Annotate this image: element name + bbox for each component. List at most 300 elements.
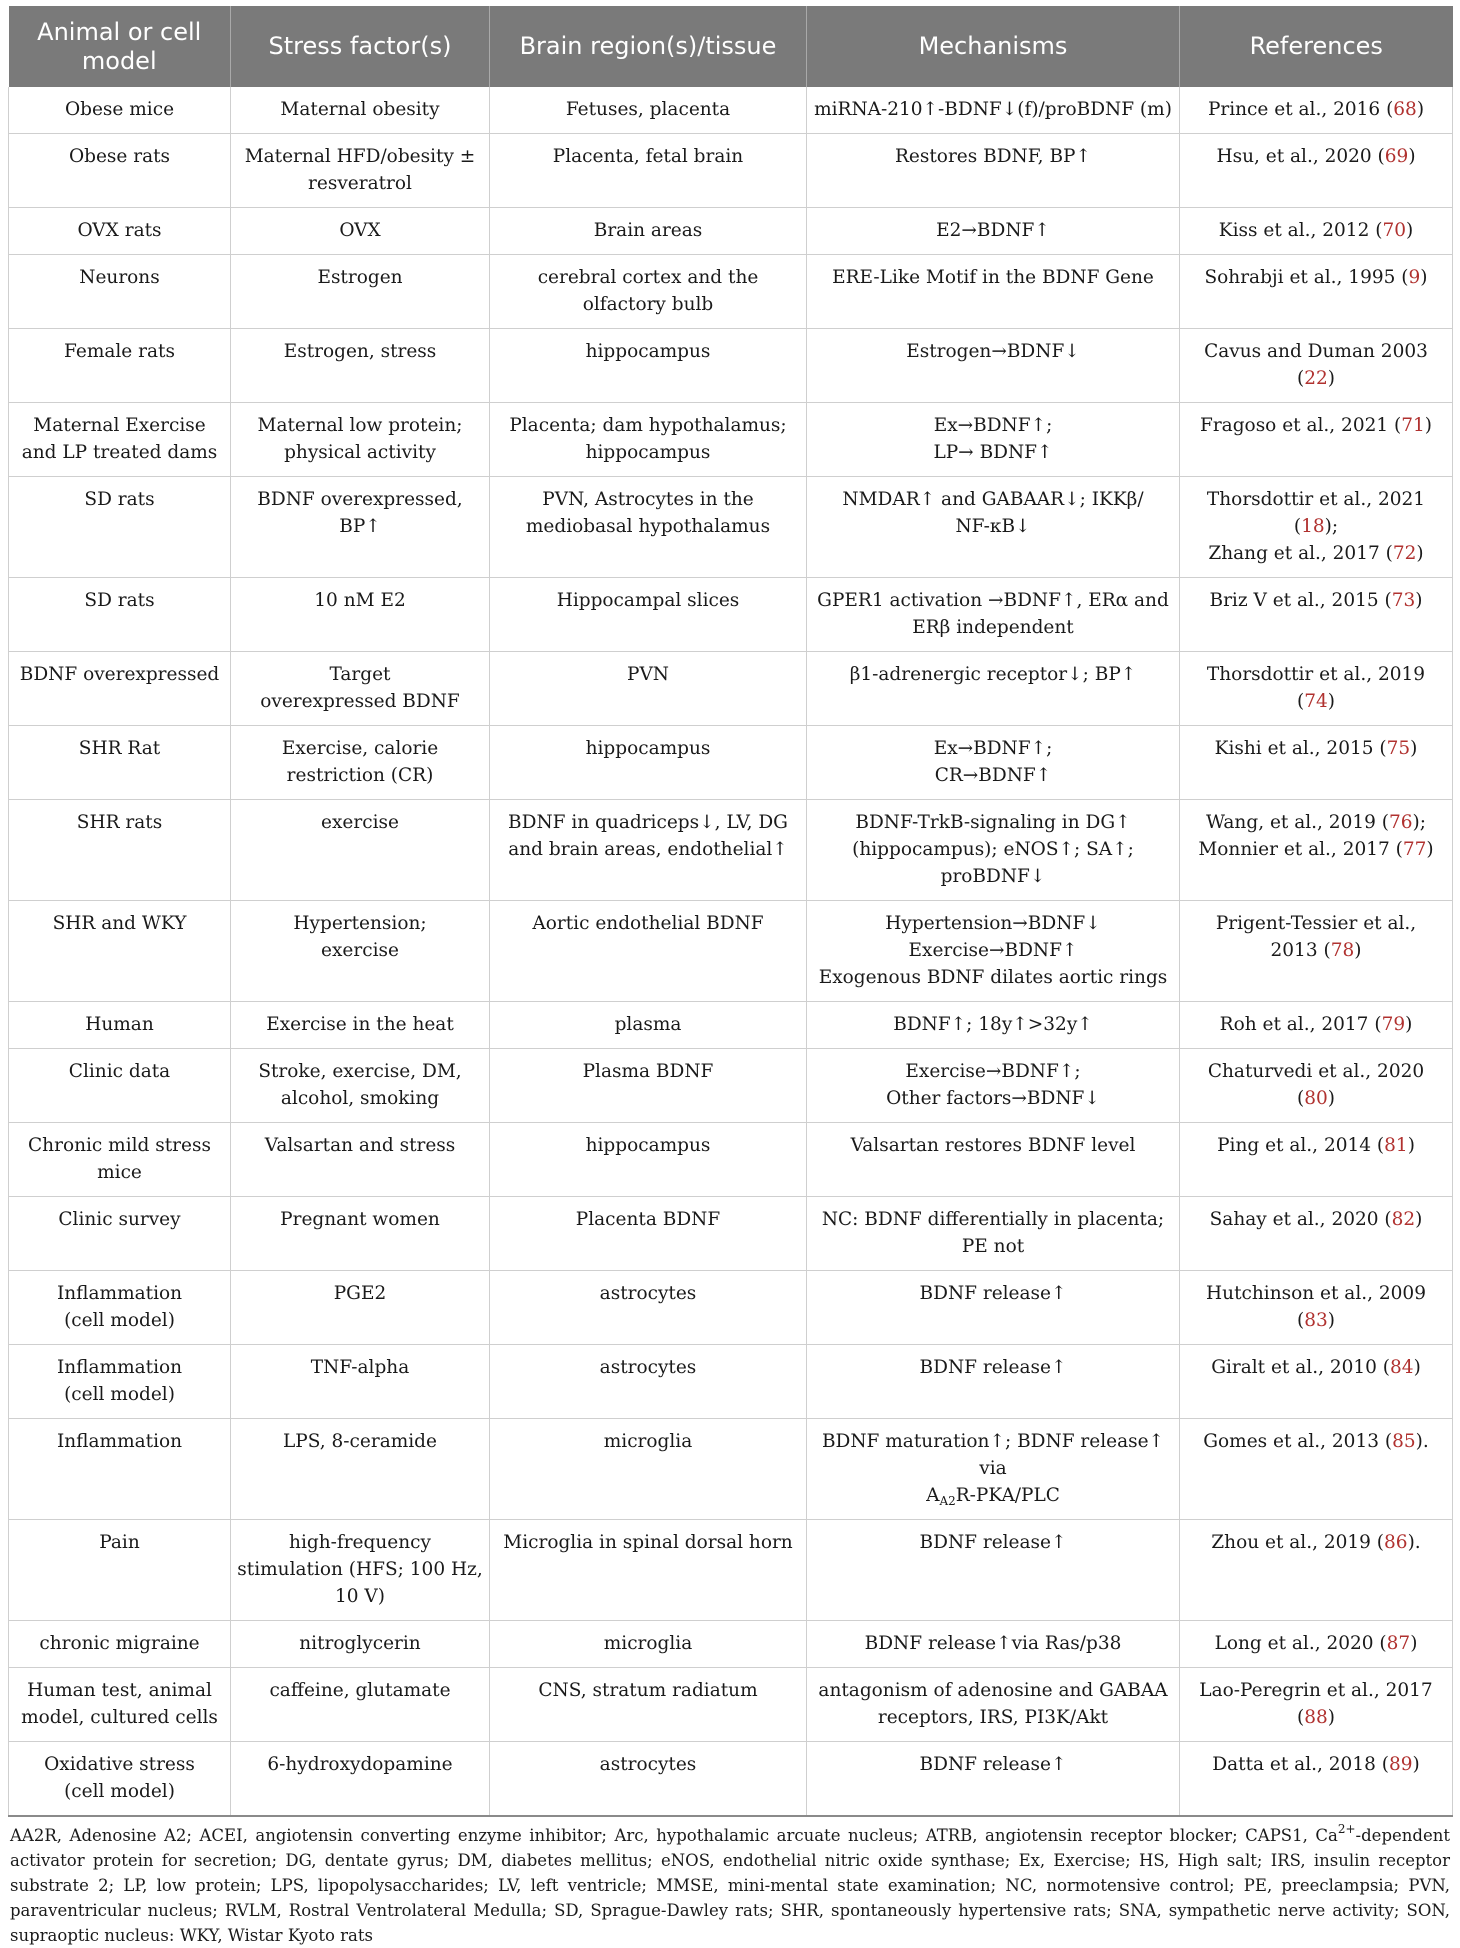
cell-animal-model-text: Obese mice bbox=[64, 99, 175, 120]
reference-text: Cavus and Duman 2003 ( bbox=[1204, 341, 1428, 389]
footnote-text-before: AA2R, Adenosine A2; ACEI, angiotensin converting enzyme inhibitor; Arc, hypothalamic arcuate nucleus; ATRB, angiotensin receptor blocker; CAPS1, Ca bbox=[10, 1826, 1338, 1845]
cell-animal-model-text: SD rats bbox=[84, 590, 155, 611]
table-row bbox=[9, 1419, 1453, 1520]
reference-text: Hsu, et al., 2020 ( bbox=[1216, 146, 1385, 167]
table-row bbox=[9, 1123, 1453, 1197]
reference-text: Wang, et al., 2019 ( bbox=[1206, 812, 1389, 833]
cell-mechanisms-text: E2→BDNF↑ bbox=[936, 220, 1050, 241]
cell-brain-region-text: PVN, Astrocytes in the mediobasal hypothalamus bbox=[525, 489, 771, 537]
cell-mechanisms bbox=[807, 1002, 1180, 1049]
header-row bbox=[9, 6, 1453, 87]
reference-link[interactable]: 88 bbox=[1304, 1707, 1328, 1728]
mechanism-receptor-subscript: A2 bbox=[939, 1494, 956, 1508]
cell-stress-factors bbox=[231, 208, 490, 255]
cell-stress-factors bbox=[231, 1419, 490, 1520]
cell-stress-factors-text: exercise bbox=[321, 812, 399, 833]
cell-mechanisms bbox=[807, 255, 1180, 329]
cell-animal-model bbox=[9, 477, 231, 578]
cell-brain-region-text: microglia bbox=[603, 1431, 693, 1452]
cell-brain-region bbox=[490, 1520, 807, 1621]
cell-mechanisms-text: Exercise→BDNF↑ bbox=[908, 940, 1078, 961]
reference-tail: ). bbox=[1407, 1532, 1421, 1553]
cell-references bbox=[1180, 1002, 1453, 1049]
cell-brain-region bbox=[490, 901, 807, 1002]
cell-animal-model bbox=[9, 134, 231, 208]
cell-brain-region bbox=[490, 726, 807, 800]
cell-brain-region-text: Placenta; dam hypothalamus; hippocampus bbox=[509, 415, 787, 463]
cell-mechanisms-text: BDNF-TrkB-signaling in DG↑ bbox=[855, 812, 1131, 833]
table-row bbox=[9, 329, 1453, 403]
cell-mechanisms bbox=[807, 1049, 1180, 1123]
cell-mechanisms-text: Ex→BDNF↑; bbox=[933, 415, 1053, 436]
cell-brain-region bbox=[490, 208, 807, 255]
cell-animal-model bbox=[9, 1742, 231, 1817]
cell-animal-model-text: Obese rats bbox=[68, 146, 171, 167]
cell-references bbox=[1180, 87, 1453, 134]
reference-text: Gomes et al., 2013 ( bbox=[1203, 1431, 1393, 1452]
table-row bbox=[9, 134, 1453, 208]
reference-text: Thorsdottir et al., 2019 ( bbox=[1206, 664, 1426, 712]
reference-tail: ). bbox=[1415, 1431, 1429, 1452]
cell-stress-factors-text: PGE2 bbox=[333, 1283, 387, 1304]
table-body bbox=[9, 87, 1453, 1816]
reference-link[interactable]: 81 bbox=[1384, 1135, 1408, 1156]
cell-brain-region-text: BDNF in quadriceps↓, LV, DG and brain areas, endothelial↑ bbox=[508, 812, 788, 860]
cell-stress-factors bbox=[231, 652, 490, 726]
cell-references bbox=[1180, 477, 1453, 578]
cell-mechanisms bbox=[807, 1668, 1180, 1742]
reference-tail: ) bbox=[1420, 267, 1428, 288]
cell-brain-region bbox=[490, 87, 807, 134]
cell-references bbox=[1180, 208, 1453, 255]
cell-animal-model bbox=[9, 1197, 231, 1271]
cell-mechanisms-text: Ex→BDNF↑; bbox=[933, 738, 1053, 759]
cell-brain-region bbox=[490, 403, 807, 477]
cell-mechanisms-text: CR→BDNF↑ bbox=[934, 765, 1052, 786]
cell-animal-model-text: Maternal Exercise and LP treated dams bbox=[21, 415, 218, 463]
cell-animal-model bbox=[9, 208, 231, 255]
cell-brain-region-text: CNS, stratum radiatum bbox=[538, 1680, 758, 1701]
cell-stress-factors-text: Exercise in the heat bbox=[266, 1014, 454, 1035]
cell-animal-model-text: BDNF overexpressed bbox=[19, 664, 220, 685]
cell-brain-region bbox=[490, 477, 807, 578]
cell-mechanisms-text: NMDAR↑ and GABAAR↓; IKKβ/ bbox=[842, 489, 1144, 510]
cell-mechanisms-text: BDNF release↑via Ras/p38 bbox=[864, 1633, 1122, 1654]
abbreviations-footnote bbox=[8, 1823, 1452, 1948]
cell-brain-region bbox=[490, 1419, 807, 1520]
cell-animal-model bbox=[9, 1123, 231, 1197]
reference-link[interactable]: 70 bbox=[1382, 220, 1406, 241]
cell-mechanisms-text: Valsartan restores BDNF level bbox=[850, 1135, 1136, 1156]
cell-animal-model-text: Inflammation bbox=[56, 1357, 183, 1378]
reference-tail: ) bbox=[1327, 1310, 1335, 1331]
cell-animal-model-text: (cell model) bbox=[64, 1310, 175, 1331]
reference-link[interactable]: 75 bbox=[1386, 738, 1411, 759]
cell-animal-model bbox=[9, 1419, 231, 1520]
reference-link[interactable]: 78 bbox=[1330, 940, 1355, 961]
cell-mechanisms bbox=[807, 652, 1180, 726]
cell-references bbox=[1180, 255, 1453, 329]
cell-brain-region-text: hippocampus bbox=[585, 341, 711, 362]
cell-references bbox=[1180, 726, 1453, 800]
cell-stress-factors bbox=[231, 1621, 490, 1668]
cell-stress-factors-text: Maternal low protein; physical activity bbox=[257, 415, 463, 463]
cell-animal-model bbox=[9, 329, 231, 403]
cell-brain-region-text: Placenta, fetal brain bbox=[552, 146, 744, 167]
cell-mechanisms bbox=[807, 800, 1180, 901]
reference-text: Zhou et al., 2019 ( bbox=[1211, 1532, 1385, 1553]
table-row bbox=[9, 901, 1453, 1002]
cell-mechanisms-text: NF-κB↓ bbox=[955, 516, 1031, 537]
cell-brain-region bbox=[490, 578, 807, 652]
cell-brain-region-text: PVN bbox=[627, 664, 669, 685]
cell-mechanisms-text: BDNF release↑ bbox=[919, 1357, 1067, 1378]
reference-link[interactable]: 85 bbox=[1392, 1431, 1416, 1452]
cell-animal-model bbox=[9, 1345, 231, 1419]
cell-brain-region-text: Brain areas bbox=[593, 220, 703, 241]
reference-tail: ) bbox=[1327, 691, 1335, 712]
cell-animal-model-text: Inflammation bbox=[56, 1431, 183, 1452]
cell-brain-region bbox=[490, 1742, 807, 1817]
cell-brain-region bbox=[490, 1002, 807, 1049]
reference-link[interactable]: 76 bbox=[1389, 812, 1413, 833]
bdnf-studies-table bbox=[8, 6, 1453, 1817]
reference-link[interactable]: 84 bbox=[1390, 1357, 1414, 1378]
cell-animal-model-text: SD rats bbox=[84, 489, 155, 510]
cell-stress-factors bbox=[231, 1002, 490, 1049]
reference-text: Kiss et al., 2012 ( bbox=[1218, 220, 1383, 241]
cell-stress-factors bbox=[231, 134, 490, 208]
cell-brain-region-text: Aortic endothelial BDNF bbox=[532, 913, 764, 934]
cell-mechanisms-text: Restores BDNF, BP↑ bbox=[895, 146, 1091, 167]
cell-stress-factors-text: Estrogen, stress bbox=[283, 341, 437, 362]
cell-stress-factors bbox=[231, 255, 490, 329]
cell-references bbox=[1180, 329, 1453, 403]
reference-link[interactable]: 18 bbox=[1301, 516, 1325, 537]
cell-references bbox=[1180, 578, 1453, 652]
cell-references bbox=[1180, 1742, 1453, 1817]
reference-tail: ) bbox=[1426, 839, 1434, 860]
reference-tail: ) bbox=[1405, 1014, 1413, 1035]
cell-mechanisms-text: BDNF release↑ bbox=[919, 1532, 1067, 1553]
cell-stress-factors-text: Exercise, calorie bbox=[281, 738, 439, 759]
table-row bbox=[9, 800, 1453, 901]
cell-stress-factors-text: 10 nM E2 bbox=[314, 590, 406, 611]
cell-stress-factors bbox=[231, 1742, 490, 1817]
cell-stress-factors bbox=[231, 1345, 490, 1419]
cell-references bbox=[1180, 1419, 1453, 1520]
header-references: References bbox=[1180, 6, 1453, 87]
table-row bbox=[9, 87, 1453, 134]
cell-stress-factors bbox=[231, 329, 490, 403]
header-brain-region: Brain region(s)/tissue bbox=[490, 6, 807, 87]
reference-link[interactable]: 82 bbox=[1391, 1209, 1416, 1230]
cell-mechanisms-text: PE not bbox=[961, 1236, 1025, 1257]
table-row bbox=[9, 477, 1453, 578]
cell-brain-region bbox=[490, 1668, 807, 1742]
reference-tail: ) bbox=[1410, 1633, 1418, 1654]
cell-animal-model-text: Inflammation bbox=[56, 1283, 183, 1304]
cell-brain-region-text: microglia bbox=[603, 1633, 693, 1654]
cell-references bbox=[1180, 1123, 1453, 1197]
cell-mechanisms bbox=[807, 1123, 1180, 1197]
reference-text: Briz V et al., 2015 ( bbox=[1209, 590, 1392, 611]
reference-link[interactable]: 80 bbox=[1304, 1088, 1328, 1109]
cell-mechanisms bbox=[807, 329, 1180, 403]
cell-mechanisms bbox=[807, 1621, 1180, 1668]
reference-link[interactable]: 73 bbox=[1391, 590, 1416, 611]
cell-animal-model-text: Neurons bbox=[79, 267, 160, 288]
cell-mechanisms-text: BDNF release↑ bbox=[919, 1283, 1067, 1304]
table-row bbox=[9, 403, 1453, 477]
cell-stress-factors-text: restriction (CR) bbox=[286, 765, 434, 786]
reference-text: Giralt et al., 2010 ( bbox=[1211, 1357, 1391, 1378]
cell-animal-model-text: OVX rats bbox=[77, 220, 162, 241]
cell-stress-factors bbox=[231, 1271, 490, 1345]
reference-link[interactable]: 77 bbox=[1402, 839, 1427, 860]
cell-animal-model-text: SHR Rat bbox=[78, 738, 161, 759]
cell-brain-region-text: astrocytes bbox=[599, 1754, 697, 1775]
cell-animal-model bbox=[9, 901, 231, 1002]
cell-stress-factors bbox=[231, 1520, 490, 1621]
cell-stress-factors bbox=[231, 1197, 490, 1271]
cell-stress-factors bbox=[231, 901, 490, 1002]
cell-brain-region-text: astrocytes bbox=[599, 1283, 697, 1304]
reference-link[interactable]: 72 bbox=[1392, 543, 1417, 564]
cell-mechanisms bbox=[807, 578, 1180, 652]
reference-link[interactable]: 68 bbox=[1393, 99, 1417, 120]
cell-mechanisms-text: BDNF release↑ bbox=[919, 1754, 1067, 1775]
cell-references bbox=[1180, 901, 1453, 1002]
reference-text: Thorsdottir et al., 2021 ( bbox=[1206, 489, 1426, 537]
cell-animal-model bbox=[9, 1621, 231, 1668]
cell-stress-factors bbox=[231, 87, 490, 134]
cell-animal-model-text: Human test, animal model, cultured cells bbox=[21, 1680, 218, 1728]
cell-animal-model-text: SHR and WKY bbox=[52, 913, 187, 934]
cell-animal-model-text: Chronic mild stress mice bbox=[28, 1135, 211, 1183]
cell-animal-model bbox=[9, 1520, 231, 1621]
cell-stress-factors bbox=[231, 1668, 490, 1742]
reference-tail: ) bbox=[1416, 99, 1425, 120]
cell-references bbox=[1180, 1520, 1453, 1621]
mechanism-receptor-rest: R-PKA/PLC bbox=[955, 1485, 1060, 1506]
cell-mechanisms bbox=[807, 1197, 1180, 1271]
cell-references bbox=[1180, 1197, 1453, 1271]
cell-animal-model bbox=[9, 652, 231, 726]
reference-text: Zhang et al., 2017 ( bbox=[1208, 543, 1393, 564]
mechanism-receptor-base: A bbox=[926, 1485, 940, 1506]
cell-mechanisms-text: GPER1 activation →BDNF↑, ERα and ERβ independent bbox=[817, 590, 1169, 638]
table-row bbox=[9, 1345, 1453, 1419]
cell-brain-region-text: Hippocampal slices bbox=[556, 590, 740, 611]
cell-brain-region bbox=[490, 134, 807, 208]
cell-references bbox=[1180, 1271, 1453, 1345]
cell-animal-model-text: Oxidative stress bbox=[44, 1754, 195, 1775]
reference-tail: ) bbox=[1354, 940, 1362, 961]
reference-tail: ); bbox=[1324, 516, 1339, 537]
cell-stress-factors-text: BDNF overexpressed, BP↑ bbox=[257, 489, 463, 537]
reference-tail: ) bbox=[1327, 1707, 1335, 1728]
cell-mechanisms bbox=[807, 726, 1180, 800]
cell-stress-factors-text: TNF-alpha bbox=[310, 1357, 410, 1378]
reference-tail: ) bbox=[1327, 1088, 1335, 1109]
reference-link[interactable]: 22 bbox=[1304, 368, 1328, 389]
cell-animal-model bbox=[9, 726, 231, 800]
cell-mechanisms-text: (hippocampus); eNOS↑; SA↑; proBDNF↓ bbox=[852, 839, 1134, 887]
cell-mechanisms-text: miRNA-210↑-BDNF↓(f)/proBDNF (m) bbox=[814, 99, 1172, 120]
cell-stress-factors-text: Maternal obesity bbox=[280, 99, 440, 120]
table-row bbox=[9, 255, 1453, 329]
cell-mechanisms-text: LP→ BDNF↑ bbox=[933, 442, 1053, 463]
reference-text: Monnier et al., 2017 ( bbox=[1198, 839, 1403, 860]
cell-brain-region-text: cerebral cortex and the olfactory bulb bbox=[537, 267, 759, 315]
reference-tail: ) bbox=[1415, 590, 1423, 611]
cell-references bbox=[1180, 134, 1453, 208]
cell-mechanisms-text: Estrogen→BDNF↓ bbox=[906, 341, 1080, 362]
cell-brain-region-text: Microglia in spinal dorsal horn bbox=[503, 1532, 793, 1553]
cell-stress-factors-text: overexpressed BDNF bbox=[260, 691, 460, 712]
cell-stress-factors-text: Stroke, exercise, DM, alcohol, smoking bbox=[258, 1061, 462, 1109]
reference-tail: ) bbox=[1407, 1135, 1415, 1156]
reference-tail: ) bbox=[1408, 146, 1416, 167]
cell-animal-model bbox=[9, 800, 231, 901]
reference-tail: ) bbox=[1410, 738, 1418, 759]
cell-mechanisms-text: Exogenous BDNF dilates aortic rings bbox=[818, 967, 1168, 988]
cell-stress-factors-text: Hypertension; bbox=[293, 913, 427, 934]
cell-mechanisms bbox=[807, 208, 1180, 255]
reference-text: Kishi et al., 2015 ( bbox=[1214, 738, 1387, 759]
cell-brain-region bbox=[490, 255, 807, 329]
cell-brain-region bbox=[490, 1123, 807, 1197]
header-animal-model: Animal or cell model bbox=[9, 6, 231, 87]
reference-link[interactable]: 79 bbox=[1381, 1014, 1406, 1035]
cell-stress-factors-text: Pregnant women bbox=[280, 1209, 440, 1230]
cell-stress-factors bbox=[231, 403, 490, 477]
reference-text: Datta et al., 2018 ( bbox=[1212, 1754, 1389, 1775]
cell-stress-factors-text: OVX bbox=[339, 220, 381, 241]
reference-tail: ) bbox=[1424, 415, 1432, 436]
cell-brain-region-text: hippocampus bbox=[585, 738, 711, 759]
reference-text: Long et al., 2020 ( bbox=[1214, 1633, 1387, 1654]
cell-animal-model bbox=[9, 255, 231, 329]
cell-mechanisms-text: ERE-Like Motif in the BDNF Gene bbox=[832, 267, 1154, 288]
cell-animal-model bbox=[9, 1002, 231, 1049]
reference-link[interactable]: 9 bbox=[1408, 267, 1421, 288]
cell-animal-model-text: chronic migraine bbox=[39, 1633, 200, 1654]
reference-tail: ) bbox=[1327, 368, 1335, 389]
reference-link[interactable]: 87 bbox=[1386, 1633, 1411, 1654]
cell-references bbox=[1180, 652, 1453, 726]
table-row bbox=[9, 1520, 1453, 1621]
reference-text: Chaturvedi et al., 2020 ( bbox=[1207, 1061, 1425, 1109]
cell-stress-factors-text: exercise bbox=[321, 940, 399, 961]
table-row bbox=[9, 1049, 1453, 1123]
mechanism-line-1: BDNF maturation↑; BDNF release↑ via bbox=[821, 1431, 1165, 1479]
reference-tail: ) bbox=[1415, 1209, 1423, 1230]
cell-stress-factors-text: caffeine, glutamate bbox=[269, 1680, 451, 1701]
reference-link[interactable]: 71 bbox=[1401, 415, 1425, 436]
reference-link[interactable]: 86 bbox=[1384, 1532, 1408, 1553]
reference-text: 2013 ( bbox=[1270, 940, 1331, 961]
cell-animal-model-text: (cell model) bbox=[64, 1384, 175, 1405]
cell-stress-factors-text: high-frequency stimulation (HFS; 100 Hz, 10 V) bbox=[237, 1532, 483, 1607]
cell-stress-factors bbox=[231, 1049, 490, 1123]
cell-mechanisms bbox=[807, 901, 1180, 1002]
cell-mechanisms-text: β1-adrenergic receptor↓; BP↑ bbox=[849, 664, 1137, 685]
cell-animal-model bbox=[9, 1668, 231, 1742]
cell-mechanisms bbox=[807, 1345, 1180, 1419]
cell-brain-region bbox=[490, 1271, 807, 1345]
footnote-text-after: -dependent activator protein for secretion; DG, dentate gyrus; DM, diabetes mellitus; eNOS, endothelial nitric oxide synthase; Ex, Exercise; HS, High salt; IRS, insulin receptor substrate 2; LP, low protein; LPS, lipopolysaccharides; LV, left ventricle; MMSE, mini-mental state examination; NC, normotensive control; PE, preeclampsia; PVN, paraventricular nucleus; RVLM, Rostral Ventrolateral Medulla; SD, Sprague-Dawley rats; SHR, spontaneously hypertensive rats; SNA, sympathetic nerve activity; SON, supraoptic nucleus: WKY, Wistar Kyoto rats bbox=[10, 1826, 1450, 1945]
cell-stress-factors-text: nitroglycerin bbox=[299, 1633, 421, 1654]
cell-stress-factors-text: 6-hydroxydopamine bbox=[267, 1754, 453, 1775]
table-row bbox=[9, 726, 1453, 800]
cell-mechanisms bbox=[807, 134, 1180, 208]
cell-animal-model bbox=[9, 87, 231, 134]
cell-brain-region bbox=[490, 1197, 807, 1271]
cell-mechanisms-text: BDNF↑; 18y↑>32y↑ bbox=[893, 1014, 1093, 1035]
cell-stress-factors bbox=[231, 578, 490, 652]
cell-animal-model bbox=[9, 1271, 231, 1345]
reference-tail: ) bbox=[1416, 543, 1424, 564]
reference-link[interactable]: 69 bbox=[1384, 146, 1409, 167]
cell-mechanisms bbox=[807, 1520, 1180, 1621]
table-row bbox=[9, 578, 1453, 652]
cell-brain-region-text: Fetuses, placenta bbox=[565, 99, 731, 120]
cell-stress-factors-text: Maternal HFD/obesity ± resveratrol bbox=[244, 146, 476, 194]
cell-animal-model-text: Clinic survey bbox=[58, 1209, 181, 1230]
reference-text: Fragoso et al., 2021 ( bbox=[1200, 415, 1402, 436]
cell-references bbox=[1180, 403, 1453, 477]
cell-animal-model bbox=[9, 403, 231, 477]
reference-text: Lao-Peregrin et al., 2017 ( bbox=[1199, 1680, 1433, 1728]
table-row bbox=[9, 652, 1453, 726]
cell-mechanisms-text: NC: BDNF differentially in placenta; bbox=[821, 1209, 1165, 1230]
cell-mechanisms bbox=[807, 1742, 1180, 1817]
reference-link[interactable]: 74 bbox=[1304, 691, 1328, 712]
table-row bbox=[9, 1197, 1453, 1271]
cell-mechanisms bbox=[807, 1271, 1180, 1345]
reference-tail: ) bbox=[1412, 1754, 1420, 1775]
cell-stress-factors bbox=[231, 726, 490, 800]
cell-mechanisms bbox=[807, 477, 1180, 578]
reference-link[interactable]: 89 bbox=[1388, 1754, 1413, 1775]
reference-link[interactable]: 83 bbox=[1304, 1310, 1328, 1331]
cell-references bbox=[1180, 1345, 1453, 1419]
cell-animal-model-text: Clinic data bbox=[68, 1061, 171, 1082]
cell-brain-region bbox=[490, 329, 807, 403]
reference-text: Prince et al., 2016 ( bbox=[1207, 99, 1394, 120]
header-stress-factors: Stress factor(s) bbox=[231, 6, 490, 87]
table-row bbox=[9, 1742, 1453, 1817]
reference-text: Sahay et al., 2020 ( bbox=[1209, 1209, 1392, 1230]
cell-references bbox=[1180, 1621, 1453, 1668]
cell-references bbox=[1180, 800, 1453, 901]
cell-mechanisms bbox=[807, 403, 1180, 477]
cell-references bbox=[1180, 1668, 1453, 1742]
table-row bbox=[9, 1668, 1453, 1742]
reference-tail: ); bbox=[1412, 812, 1426, 833]
table-row bbox=[9, 208, 1453, 255]
table-row bbox=[9, 1621, 1453, 1668]
header-mechanisms: Mechanisms bbox=[807, 6, 1180, 87]
cell-mechanisms-text: Exercise→BDNF↑; bbox=[905, 1061, 1081, 1082]
reference-text: Sohrabji et al., 1995 ( bbox=[1204, 267, 1409, 288]
cell-stress-factors-text: LPS, 8-ceramide bbox=[283, 1431, 437, 1452]
cell-brain-region bbox=[490, 1049, 807, 1123]
cell-animal-model-text: (cell model) bbox=[64, 1781, 175, 1802]
reference-tail: ) bbox=[1413, 1357, 1421, 1378]
